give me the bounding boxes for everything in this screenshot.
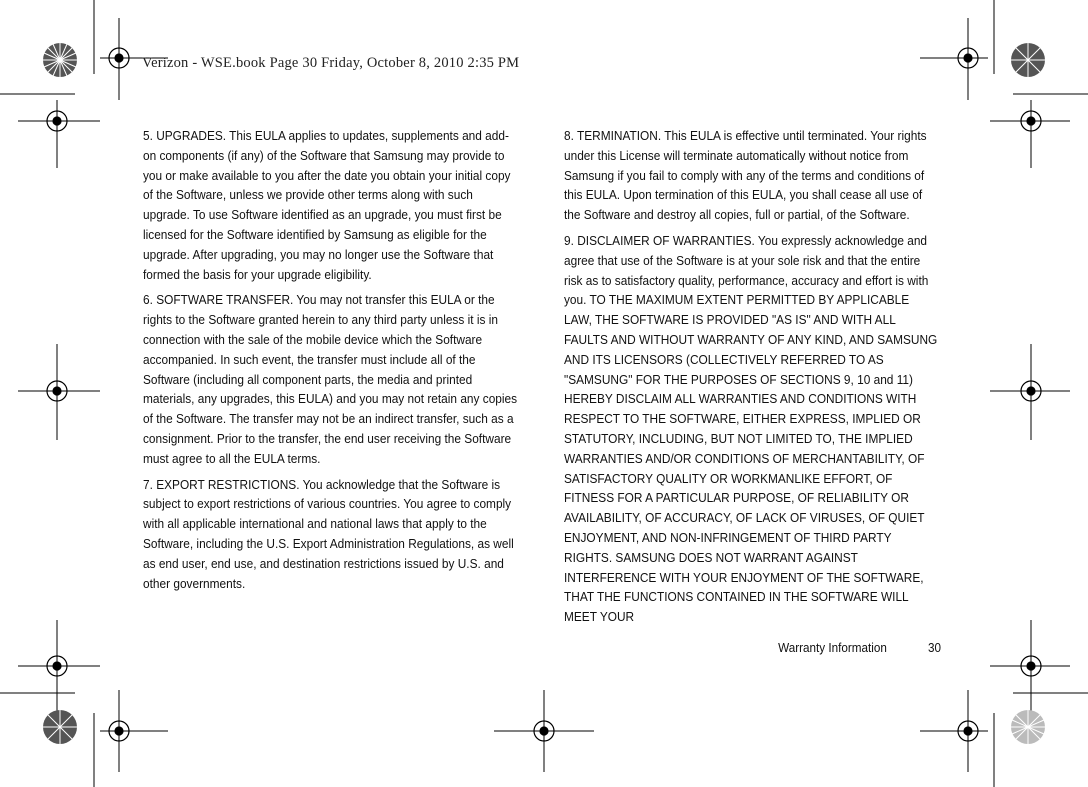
star-target (1011, 43, 1045, 77)
section-termination: 8. TERMINATION. This EULA is effective until terminated. Your rights under this License will terminate automatically without notice from Samsung if you fail to comply with any of the terms and conditions of this EULA. Upon termination of this EULA, you shall cease all use of the Software and destroy all copies, full or partial, of the Software. (564, 128, 927, 223)
star-target (43, 43, 77, 77)
right-column (564, 126, 940, 633)
section-disclaimer-of-warranties: 9. DISCLAIMER OF WARRANTIES. You expressly acknowledge and agree that use of the Software is at your sole risk and that the entire risk as to satisfactory quality, performance, accuracy and effort is with you. TO THE MAXIMUM EXTENT PERMITTED BY APPLICABLE LAW, THE SOFTWARE IS PROVIDED "AS IS" AND WITH ALL FAULTS AND WITHOUT WARRANTY OF ANY KIND, AND SAMSUNG AND ITS LICENSORS (COLLECTIVELY REFERRED TO AS "SAMSUNG" FOR THE PURPOSES OF SECTIONS 9, 10 and 11) HEREBY DISCLAIM ALL WARRANTIES AND CONDITIONS WITH RESPECT TO THE SOFTWARE, EITHER EXPRESS, IMPLIED OR STATUTORY, INCLUDING, BUT NOT LIMITED TO, THE IMPLIED WARRANTIES AND/OR CONDITIONS OF MERCHANTABILITY, OF SATISFACTORY QUALITY OR WORKMANLIKE EFFORT, OF FITNESS FOR A PARTICULAR PURPOSE, OF RELIABILITY OR AVAILABILITY, OF ACCURACY, OF LACK OF VIRUSES, OF QUIET ENJOYMENT, AND NON-INFRINGEMENT OF THIRD PARTY RIGHTS. SAMSUNG DOES NOT WARRANT AGAINST INTERFERENCE WITH YOUR ENJOYMENT OF THE SOFTWARE, THAT THE FUNCTIONS CONTAINED IN THE SOFTWARE WILL MEET YOUR (564, 232, 938, 625)
left-column (143, 126, 519, 599)
star-target (1011, 710, 1045, 744)
section-software-transfer: 6. SOFTWARE TRANSFER. You may not transfer this EULA or the rights to the Software granted herein to any third party unless it is in connection with the sale of the mobile device which the Software accompanied. In such event, the transfer must include all of the Software (including all component parts, the media and printed materials, any upgrades, this EULA) and you may not retain any copies of the Software. The transfer may not be an indirect transfer, such as a consignment. Prior to the transfer, the end user receiving the Software must agree to all the EULA terms. (143, 292, 518, 466)
section-upgrades: 5. UPGRADES. This EULA applies to updates, supplements and add-on components (if any) of the Software that Samsung may provide to you or make available to you after the date you obtain your initial copy of the Software, unless we provide other terms along with such upgrade. To use Software identified as an upgrade, you must first be licensed for the Software identified by Samsung as eligible for the upgrade. After upgrading, you may no longer use the Software that formed the basis for your upgrade eligibility. (143, 128, 511, 282)
page-footer (778, 640, 941, 655)
section-export-restrictions: 7. EXPORT RESTRICTIONS. You acknowledge that the Software is subject to export restrictions of various countries. You agree to comply with all applicable international and national laws that apply to the Software, including the U.S. Export Administration Regulations, as well as end user, end use, and destination restrictions issued by U.S. and other governments. (143, 476, 514, 591)
footer-section-title: Warranty Information (778, 640, 887, 655)
print-header: Verizon - WSE.book Page 30 Friday, October 8, 2010 2:35 PM (142, 55, 520, 71)
star-target (43, 710, 77, 744)
page-number: 30 (927, 640, 941, 655)
